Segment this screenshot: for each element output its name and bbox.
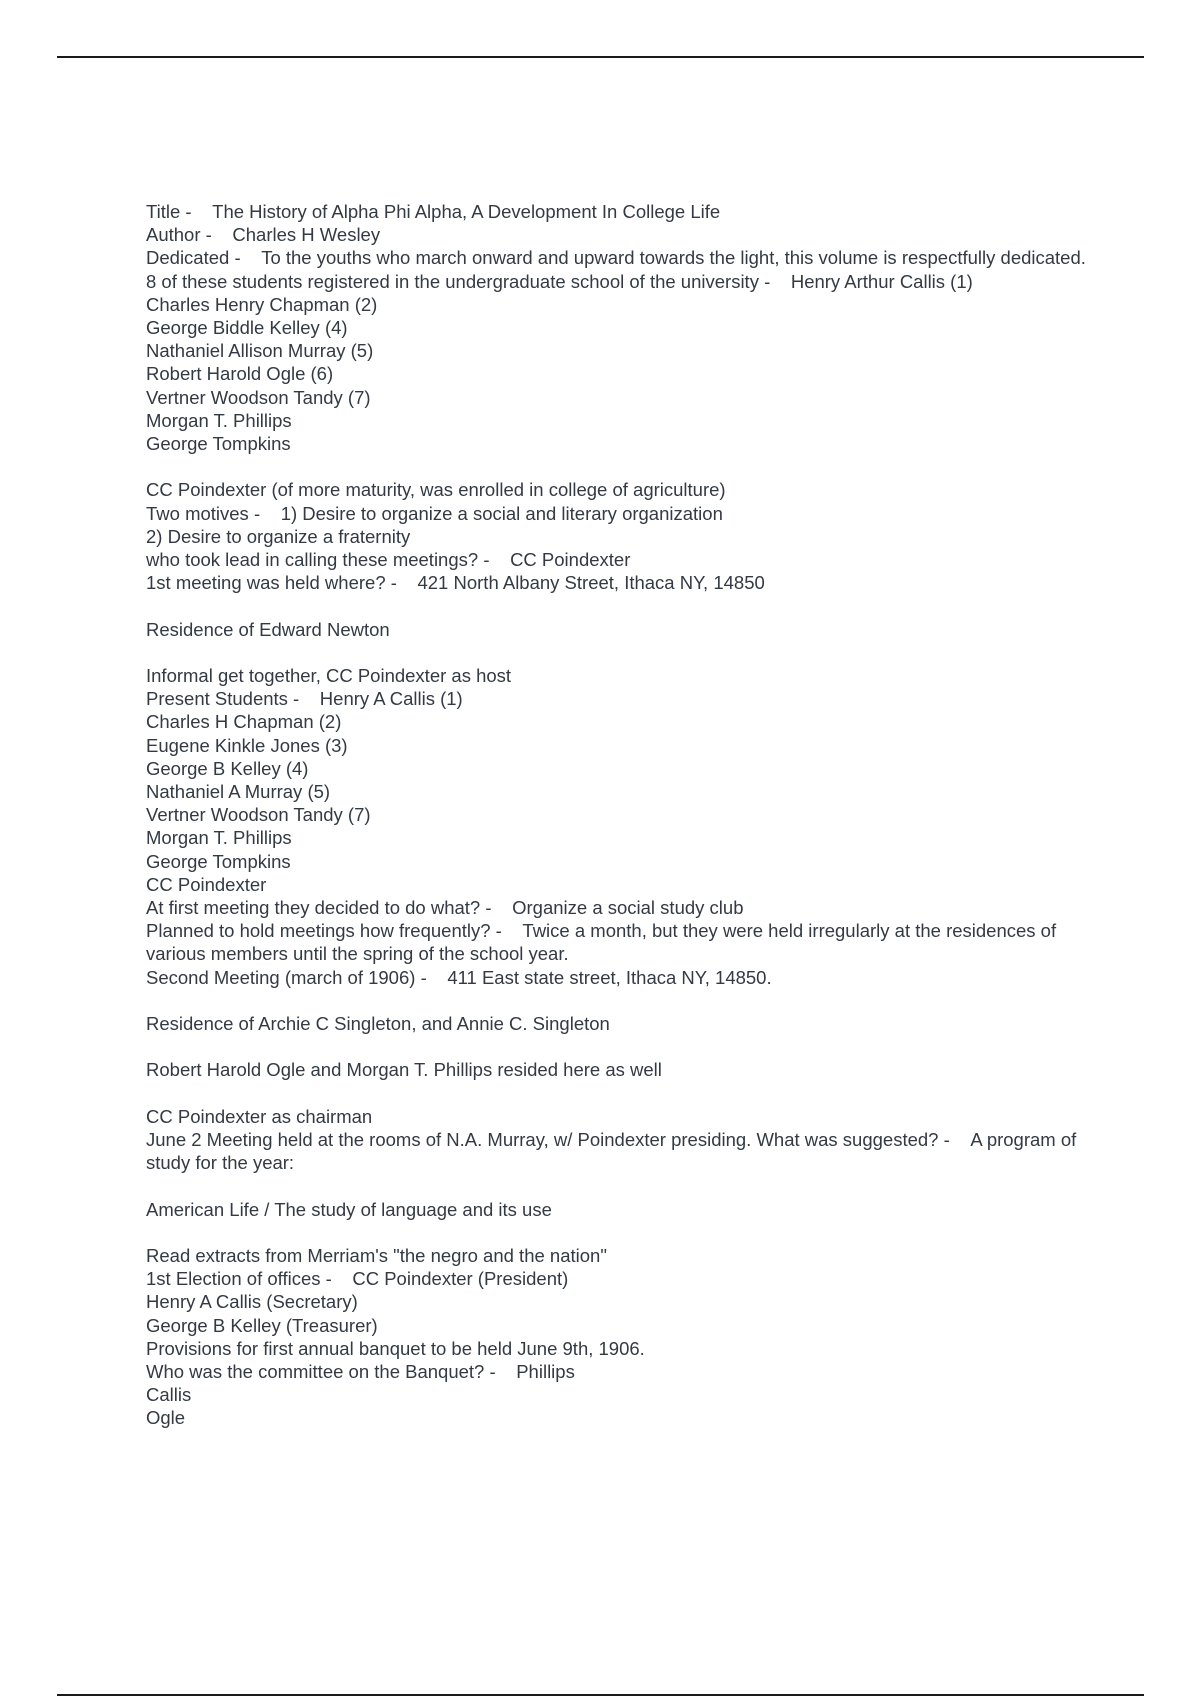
spacer bbox=[146, 594, 1086, 617]
spacer bbox=[146, 1221, 1086, 1244]
list-item: CC Poindexter bbox=[146, 873, 267, 895]
frequency-card bbox=[146, 919, 1086, 965]
card-question: Author bbox=[146, 224, 201, 246]
list-item: Charles Henry Chapman (2) bbox=[146, 293, 378, 315]
card-question: Who was the committee on the Banquet? bbox=[146, 1361, 485, 1383]
extracts-note: Read extracts from Merriam's "the negro and the nation" bbox=[146, 1245, 607, 1267]
card-answer: - Charles H Wesley bbox=[201, 224, 381, 245]
card-answer: - 1) Desire to organize a social and literary organization bbox=[249, 503, 723, 524]
chairman-note: CC Poindexter as chairman bbox=[146, 1105, 373, 1127]
american-life-note: American Life / The study of language and its use bbox=[146, 1198, 552, 1220]
footer-rule bbox=[57, 1694, 1144, 1696]
second-meeting-card bbox=[146, 966, 1086, 989]
spacer bbox=[146, 1035, 1086, 1058]
first-meeting-card bbox=[146, 571, 1086, 594]
title-card bbox=[146, 200, 1086, 223]
list-item: Robert Harold Ogle (6) bbox=[146, 363, 334, 385]
card-answer: - CC Poindexter bbox=[478, 549, 630, 570]
list-item: 2) Desire to organize a fraternity bbox=[146, 525, 411, 547]
list-item: Morgan T. Phillips bbox=[146, 827, 292, 849]
spacer bbox=[146, 1082, 1086, 1105]
card-answer: - To the youths who march onward and upward towards the light, this volume is respectfully dedicated. bbox=[229, 247, 1086, 268]
card-answer: - Twice a month, but they were held irregularly at the residences of various members until the spring of the school year. bbox=[146, 920, 1061, 964]
card-question: who took lead in calling these meetings? bbox=[146, 549, 479, 571]
card-question: 1st Election of offices bbox=[146, 1268, 321, 1290]
card-answer: - 411 East state street, Ithaca NY, 14850. bbox=[415, 967, 771, 988]
list-item: George B Kelley (4) bbox=[146, 757, 309, 779]
card-answer: - The History of Alpha Phi Alpha, A Development In College Life bbox=[180, 201, 720, 222]
spacer bbox=[146, 641, 1086, 664]
card-question: June 2 Meeting held at the rooms of N.A. Murray, w/ Poindexter presiding. What was suggested? bbox=[146, 1129, 939, 1151]
registered-card bbox=[146, 270, 1086, 293]
lead-card bbox=[146, 548, 1086, 571]
list-item: Nathaniel Allison Murray (5) bbox=[146, 340, 374, 362]
spacer bbox=[146, 1174, 1086, 1197]
flashcard-document bbox=[146, 200, 1086, 1430]
banquet-card bbox=[146, 1360, 1086, 1383]
resided-note: Robert Harold Ogle and Morgan T. Phillips resided here as well bbox=[146, 1059, 662, 1081]
spacer bbox=[146, 455, 1086, 478]
author-card bbox=[146, 223, 1086, 246]
card-question: Two motives bbox=[146, 502, 249, 524]
card-answer: - Phillips bbox=[484, 1361, 574, 1382]
card-question: At first meeting they decided to do what? bbox=[146, 897, 481, 919]
residence-newton: Residence of Edward Newton bbox=[146, 618, 390, 640]
informal-note: Informal get together, CC Poindexter as host bbox=[146, 665, 512, 687]
provisions-note: Provisions for first annual banquet to be held June 9th, 1906. bbox=[146, 1337, 645, 1359]
card-question: Title bbox=[146, 201, 181, 222]
spacer bbox=[146, 989, 1086, 1012]
card-answer: - 421 North Albany Street, Ithaca NY, 14850 bbox=[386, 572, 765, 593]
election-card bbox=[146, 1267, 1086, 1290]
card-question: Dedicated bbox=[146, 247, 230, 269]
list-item: George Tompkins bbox=[146, 433, 291, 455]
present-card bbox=[146, 687, 1086, 710]
list-item: Ogle bbox=[146, 1407, 186, 1429]
card-question: Planned to hold meetings how frequently? bbox=[146, 920, 491, 942]
june-card bbox=[146, 1128, 1086, 1174]
list-item: Callis bbox=[146, 1384, 192, 1406]
residence-singleton: Residence of Archie C Singleton, and Annie C. Singleton bbox=[146, 1013, 610, 1035]
list-item: George Biddle Kelley (4) bbox=[146, 317, 348, 339]
card-question: 8 of these students registered in the undergraduate school of the university bbox=[146, 270, 759, 292]
list-item: Nathaniel A Murray (5) bbox=[146, 781, 331, 803]
card-question: 1st meeting was held where? bbox=[146, 572, 386, 594]
card-answer: - Henry Arthur Callis (1) bbox=[759, 271, 973, 292]
list-item: Vertner Woodson Tandy (7) bbox=[146, 804, 371, 826]
list-item: Morgan T. Phillips bbox=[146, 409, 292, 431]
list-item: George B Kelley (Treasurer) bbox=[146, 1314, 378, 1336]
dedicated-card bbox=[146, 246, 1086, 269]
card-answer: - A program of study for the year: bbox=[146, 1129, 1081, 1173]
list-item: Charles H Chapman (2) bbox=[146, 711, 342, 733]
card-answer: - Henry A Callis (1) bbox=[288, 688, 463, 709]
decided-card bbox=[146, 896, 1086, 919]
list-item: Henry A Callis (Secretary) bbox=[146, 1291, 358, 1313]
card-answer: - Organize a social study club bbox=[480, 897, 743, 918]
header-rule bbox=[57, 56, 1144, 58]
card-answer: - CC Poindexter (President) bbox=[320, 1268, 568, 1289]
list-item: George Tompkins bbox=[146, 850, 291, 872]
list-item: Vertner Woodson Tandy (7) bbox=[146, 386, 371, 408]
list-item: Eugene Kinkle Jones (3) bbox=[146, 734, 348, 756]
poindexter-note: CC Poindexter (of more maturity, was enrolled in college of agriculture) bbox=[146, 479, 726, 501]
card-question: Present Students bbox=[146, 688, 288, 710]
motives-card bbox=[146, 502, 1086, 525]
card-question: Second Meeting (march of 1906) bbox=[146, 966, 416, 988]
